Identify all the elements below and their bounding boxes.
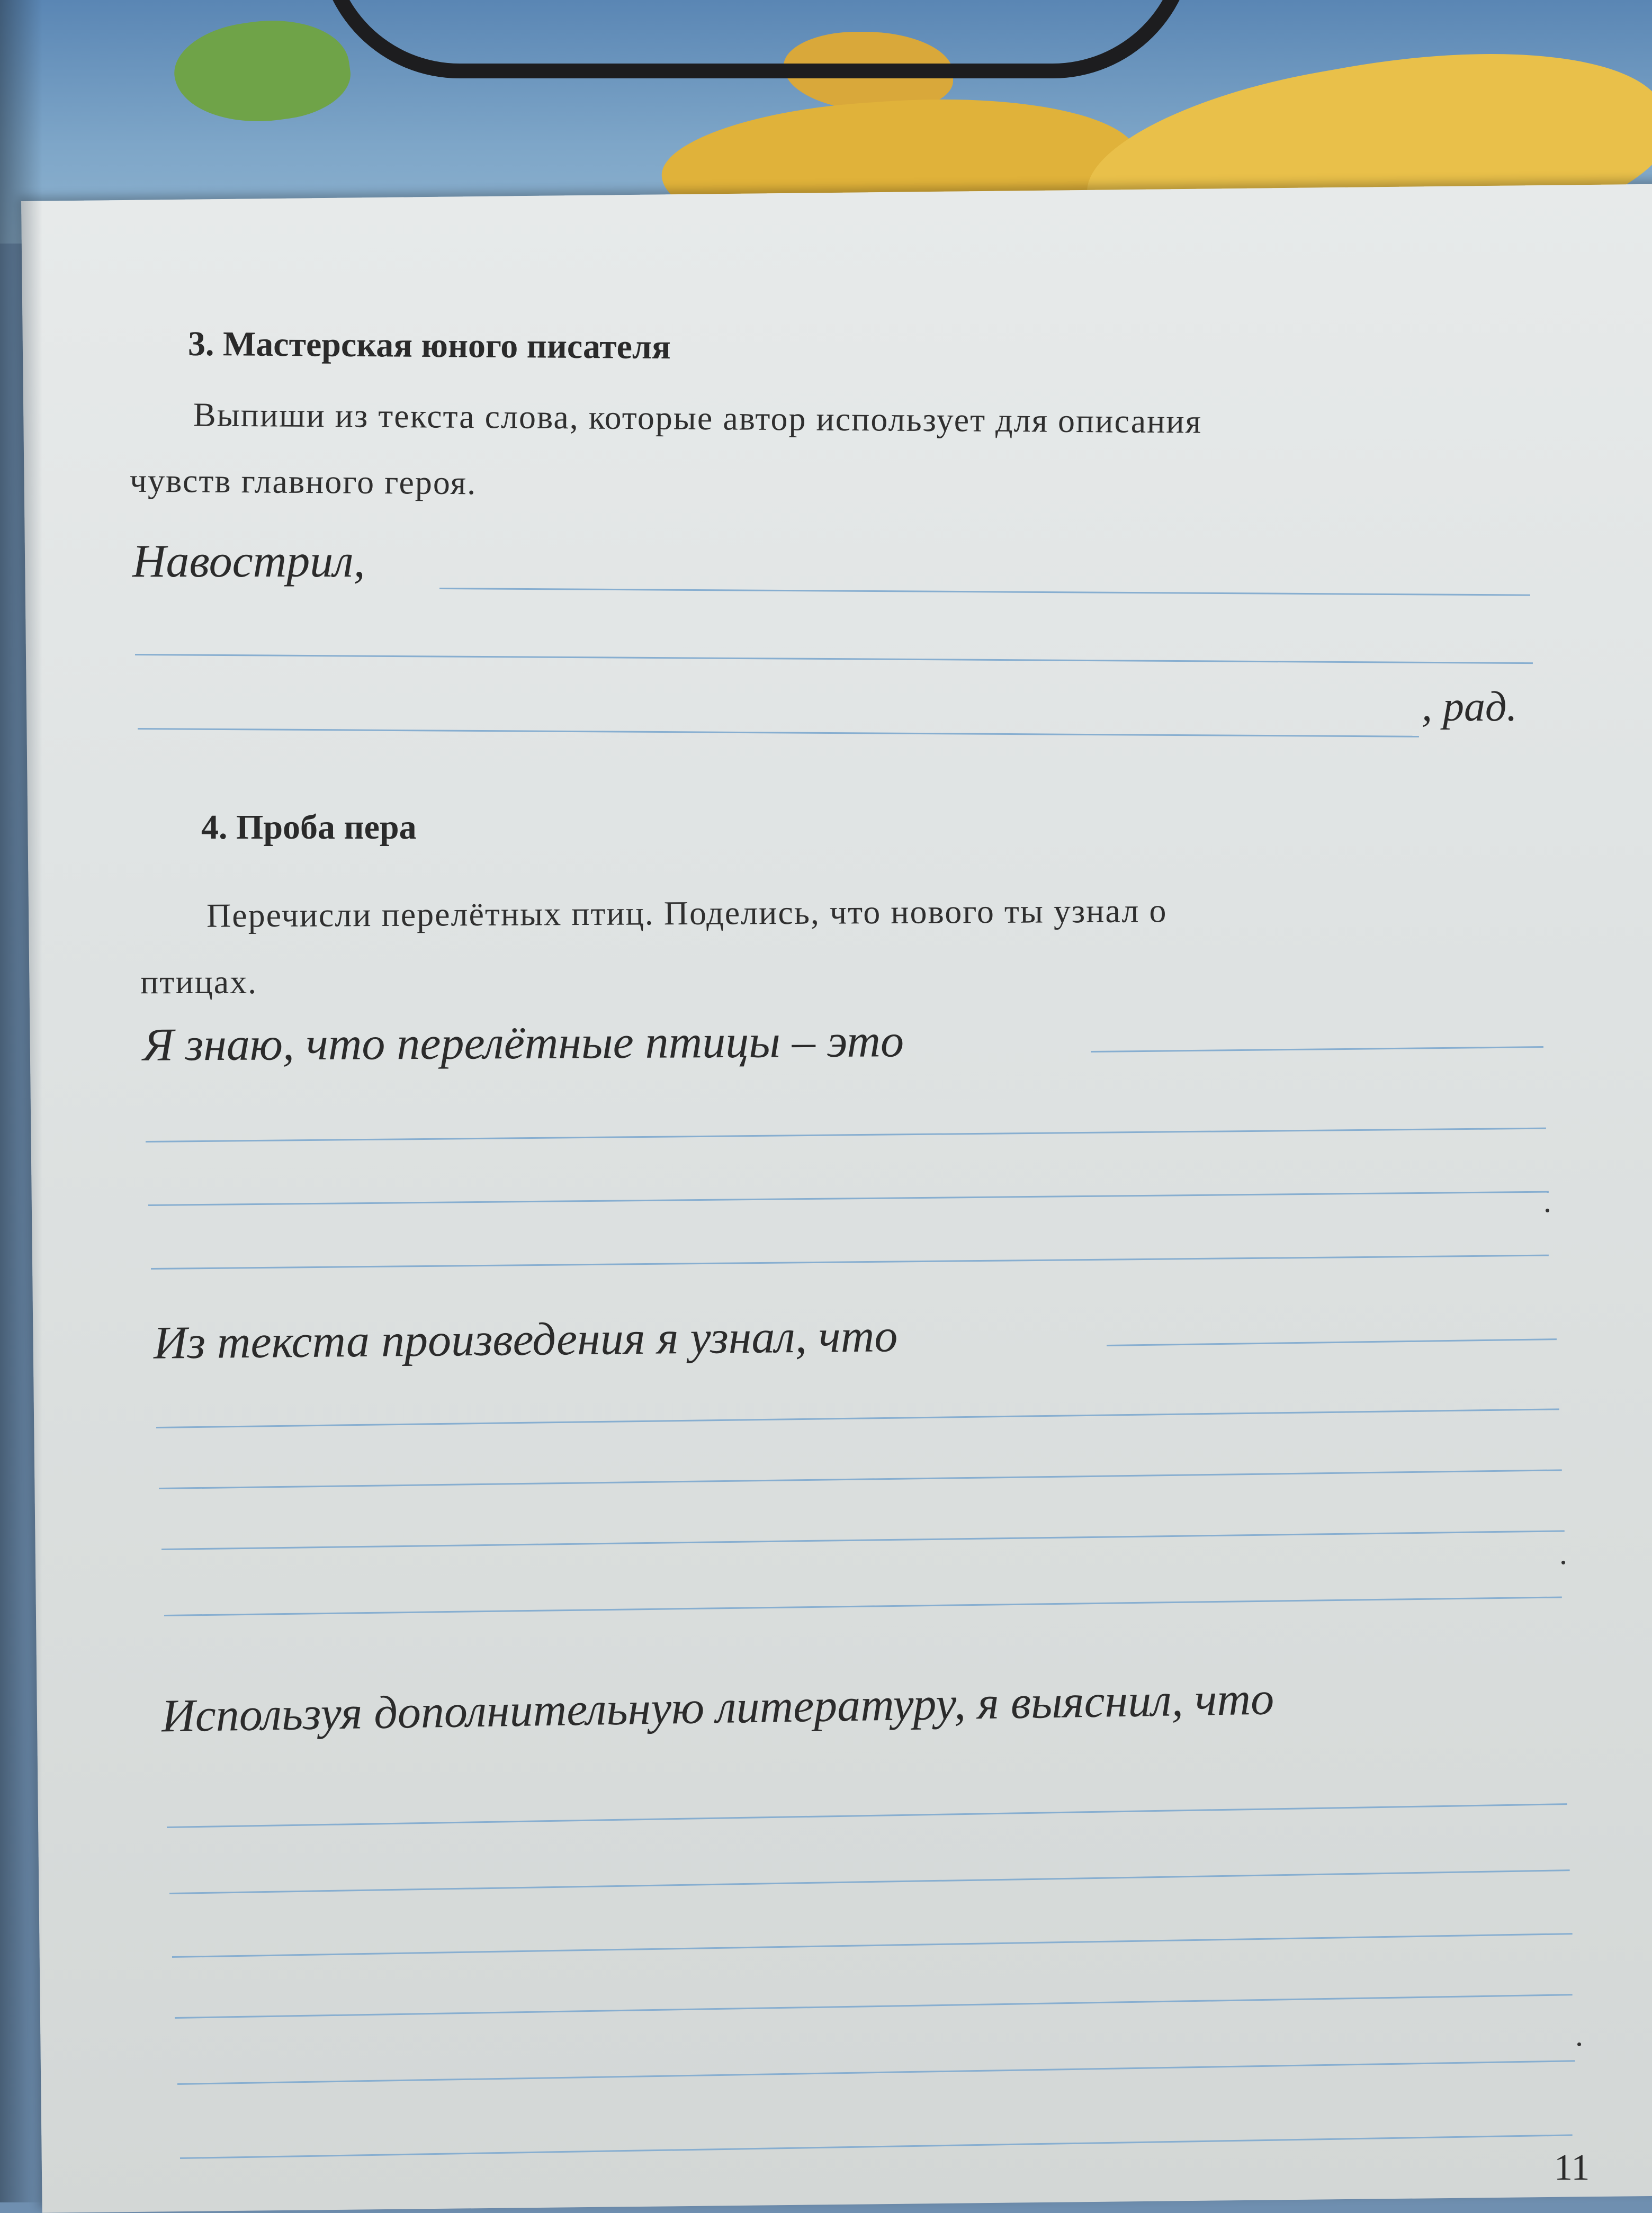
answer-line[interactable] bbox=[148, 1191, 1549, 1206]
page-number: 11 bbox=[1554, 2147, 1590, 2188]
answer-line[interactable] bbox=[151, 1255, 1549, 1270]
answer-line[interactable] bbox=[177, 2060, 1575, 2085]
section-4-instruction-line-1: Перечисли перелётных птиц. Поделись, что нового ты узнал о bbox=[206, 892, 1168, 934]
answer-line[interactable] bbox=[161, 1530, 1565, 1550]
period-mark: . bbox=[1559, 1536, 1567, 1571]
answer-line[interactable] bbox=[156, 1408, 1559, 1428]
section-4-heading: 4. Проба пера bbox=[201, 808, 417, 847]
answer-line[interactable] bbox=[159, 1469, 1562, 1489]
section-4-instruction-line-2: птицах. bbox=[140, 963, 258, 1001]
prompt-perelyotnye-pticy: Я знаю, что перелётные птицы – это bbox=[142, 1015, 904, 1071]
answer-line[interactable] bbox=[164, 1596, 1562, 1616]
period-mark: . bbox=[1543, 1184, 1551, 1219]
section-3-heading: 3. Мастерская юного писателя bbox=[187, 324, 671, 367]
section-3-start-word: Навострил, bbox=[132, 536, 365, 587]
answer-line[interactable] bbox=[175, 1994, 1573, 2019]
answer-line[interactable] bbox=[1107, 1338, 1557, 1346]
answer-line[interactable] bbox=[439, 588, 1530, 596]
section-3-instruction-line-2: чувств главного героя. bbox=[129, 461, 477, 502]
answer-line[interactable] bbox=[146, 1128, 1546, 1143]
answer-line[interactable] bbox=[180, 2134, 1573, 2159]
answer-line[interactable] bbox=[169, 1869, 1570, 1894]
prompt-iz-teksta: Из текста произведения я узнал, что bbox=[153, 1310, 898, 1369]
answer-line[interactable] bbox=[138, 728, 1419, 737]
answer-line[interactable] bbox=[1091, 1046, 1543, 1052]
answer-line[interactable] bbox=[135, 654, 1533, 664]
section-3-instruction-line-1: Выпиши из текста слова, которые автор использует для описания bbox=[193, 395, 1202, 440]
answer-line[interactable] bbox=[172, 1933, 1573, 1958]
section-3-end-word: , рад. bbox=[1422, 683, 1518, 730]
period-mark: . bbox=[1575, 2018, 1583, 2053]
prompt-dopolnitelnaya-literatura: Используя дополнительную литературу, я выяснил, что bbox=[161, 1673, 1274, 1742]
answer-line[interactable] bbox=[167, 1803, 1567, 1828]
